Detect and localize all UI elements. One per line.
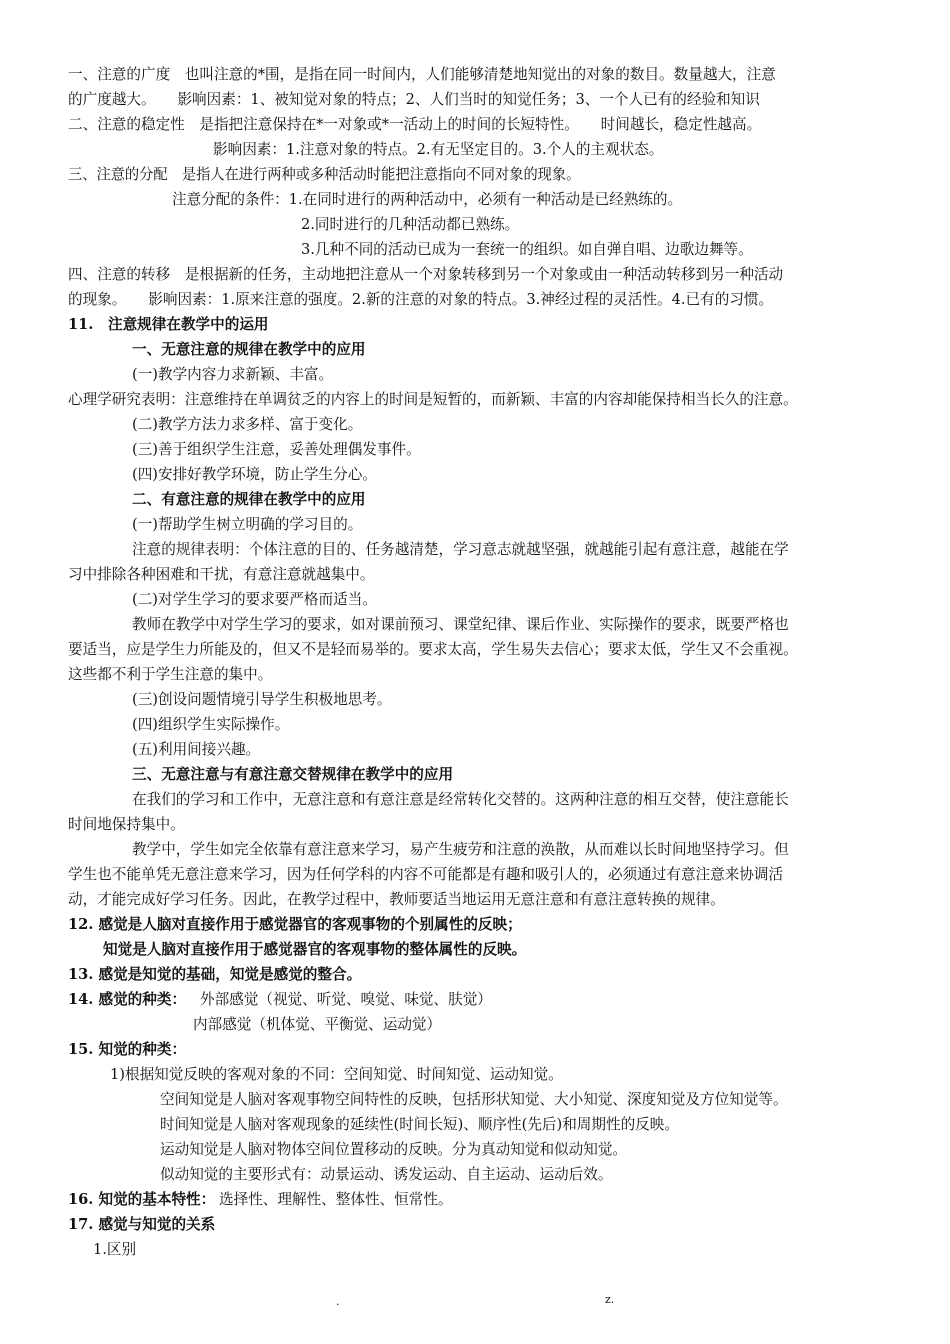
- text-line: 影响因素：1.注意对象的特点。2.有无坚定目的。3.个人的主观状态。: [213, 141, 664, 158]
- bold-text-line: 知觉是人脑对直接作用于感觉器官的客观事物的整体属性的反映。: [103, 941, 527, 958]
- text-line: 二、注意的稳定性 是指把注意保持在*一对象或*一活动上的时间的长短特性。 时间越长，稳定性越高。: [68, 116, 762, 133]
- text-line: 内部感觉（机体觉、平衡觉、运动觉）: [193, 1016, 442, 1033]
- footer-right-mark: z.: [605, 1293, 615, 1306]
- text-line: (五)利用间接兴趣。: [132, 741, 261, 758]
- text-line: 注意分配的条件：1.在同时进行的两种活动中，必须有一种活动是已经熟练的。: [172, 191, 683, 208]
- subsection-heading: 三、无意注意与有意注意交替规律在教学中的应用: [132, 766, 454, 783]
- text-line: 学生也不能单凭无意注意来学习，因为任何学科的内容不可能都是有趣和吸引人的，必须通过有意注意来协调活: [68, 866, 784, 883]
- text-line: 运动知觉是人脑对物体空间位置移动的反映。分为真动知觉和似动知觉。: [160, 1141, 628, 1158]
- text-line: 教师在教学中对学生学习的要求，如对课前预习、课堂纪律、课后作业、实际操作的要求，既要严格也: [132, 616, 789, 633]
- text-line: 要适当，应是学生力所能及的，但又不是轻而易举的。要求太高，学生易失去信心；要求太低，学生又不会重视。: [68, 641, 798, 658]
- text-line: 似动知觉的主要形式有：动景运动、诱发运动、自主运动、运动后效。: [160, 1166, 613, 1183]
- text-line: 的现象。 影响因素：1.原来注意的强度。2.新的注意的对象的特点。3.神经过程的灵活性。4.已有的习惯。: [68, 291, 774, 308]
- text-line: (一)帮助学生树立明确的学习目的。: [132, 516, 363, 533]
- text-line: (四)安排好教学环境，防止学生分心。: [132, 466, 377, 483]
- text-line: (三)创设问题情境引导学生积极地思考。: [132, 691, 392, 708]
- section-heading: 15. 知觉的种类：: [68, 1041, 187, 1058]
- section-heading: 16. 知觉的基本特性：: [68, 1191, 216, 1208]
- text-line: (一)教学内容力求新颖、丰富。: [132, 366, 334, 383]
- text-line: 外部感觉（视觉、听觉、嗅觉、味觉、肤觉）: [200, 991, 492, 1008]
- text-line: 一、注意的广度 也叫注意的*围，是指在同一时间内，人们能够清楚地知觉出的对象的数目。数量越大，注意: [68, 66, 776, 83]
- text-line: 2.同时进行的几种活动都已熟练。: [301, 216, 520, 233]
- section-heading: 11. 注意规律在教学中的运用: [68, 316, 269, 333]
- subsection-heading: 二、有意注意的规律在教学中的应用: [132, 491, 366, 508]
- text-line: (四)组织学生实际操作。: [132, 716, 290, 733]
- text-line: 三、注意的分配 是指人在进行两种或多种活动时能把注意指向不同对象的现象。: [68, 166, 581, 183]
- text-line: 这些都不利于学生注意的集中。: [68, 666, 273, 683]
- text-line: 选择性、理解性、整体性、恒常性。: [219, 1191, 453, 1208]
- section-heading: 12. 感觉是人脑对直接作用于感觉器官的客观事物的个别属性的反映；: [68, 916, 522, 933]
- text-line: 的广度越大。 影响因素：1、被知觉对象的特点；2、人们当时的知觉任务；3、一个人已有的经验和知识: [68, 91, 760, 108]
- text-line: 1)根据知觉反映的客观对象的不同：空间知觉、时间知觉、运动知觉。: [110, 1066, 563, 1083]
- section-heading: 13. 感觉是知觉的基础，知觉是感觉的整合。: [68, 966, 362, 983]
- subsection-heading: 一、无意注意的规律在教学中的应用: [132, 341, 366, 358]
- section-heading: 17. 感觉与知觉的关系: [68, 1216, 216, 1233]
- text-line: 时间地保持集中。: [68, 816, 185, 833]
- text-line: (二)教学方法力求多样、富于变化。: [132, 416, 363, 433]
- text-line: 注意的规律表明：个体注意的目的、任务越清楚，学习意志就越坚强，就越能引起有意注意，越能在学: [132, 541, 789, 558]
- text-line: (二)对学生学习的要求要严格而适当。: [132, 591, 377, 608]
- text-line: 在我们的学习和工作中，无意注意和有意注意是经常转化交替的。这两种注意的相互交替，使注意能长: [132, 791, 789, 808]
- text-line: 3.几种不同的活动已成为一套统一的组织。如自弹自唱、边歌边舞等。: [301, 241, 753, 258]
- text-line: 习中排除各种困难和干扰，有意注意就越集中。: [68, 566, 375, 583]
- text-line: 空间知觉是人脑对客观事物空间特性的反映，包括形状知觉、大小知觉、深度知觉及方位知觉等。: [160, 1091, 788, 1108]
- text-line: 心理学研究表明：注意维持在单调贫乏的内容上的时间是短暂的，而新颖、丰富的内容却能保持相当长久的注意。: [68, 391, 798, 408]
- text-line: 1.区别: [93, 1241, 137, 1258]
- text-line: 动，才能完成好学习任务。因此，在教学过程中，教师要适当地运用无意注意和有意注意转换的规律。: [68, 891, 725, 908]
- text-line: 教学中，学生如完全依靠有意注意来学习，易产生疲劳和注意的涣散，从而难以长时间地坚持学习。但: [132, 841, 789, 858]
- footer-left-mark: .: [336, 1295, 340, 1308]
- text-line: 四、注意的转移 是根据新的任务，主动地把注意从一个对象转移到另一个对象或由一种活动转移到另一种活动: [68, 266, 784, 283]
- section-heading: 14. 感觉的种类：: [68, 991, 187, 1008]
- text-line: (三)善于组织学生注意，妥善处理偶发事件。: [132, 441, 421, 458]
- text-line: 时间知觉是人脑对客观现象的延续性(时间长短)、顺序性(先后)和周期性的反映。: [160, 1116, 679, 1133]
